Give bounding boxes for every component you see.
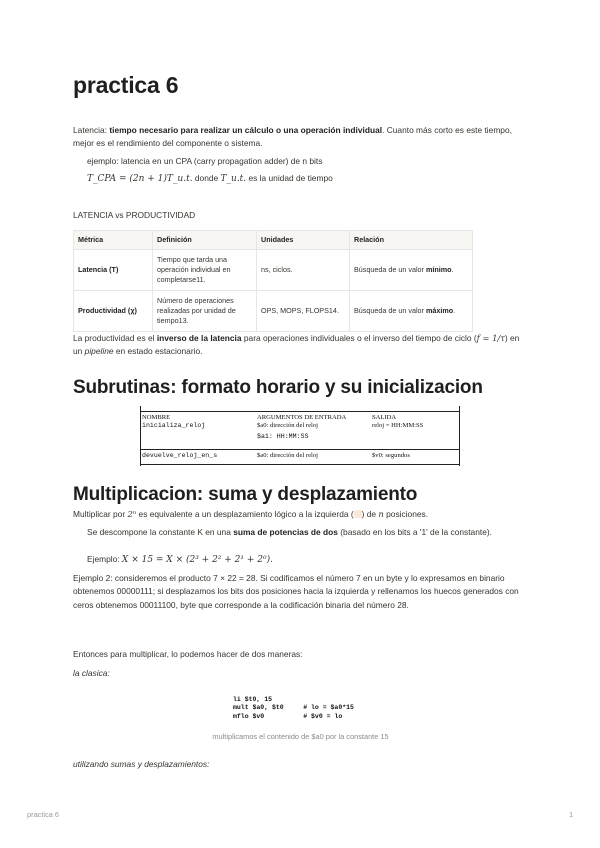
formula-post: es la unidad de tiempo: [246, 173, 333, 183]
definition-cell: Número de operaciones realizadas por unidad de tiempo13.: [153, 291, 257, 332]
relation-bold: máximo: [425, 306, 454, 315]
table-header-row: [74, 231, 473, 250]
routine-arg: $a0: dirección del reloj: [257, 452, 318, 459]
latency-formula: T_CPA = (2n + 1)T_u.t.: [87, 174, 193, 184]
example-formula: X × 15 = X × (2³ + 2² + 2¹ + 2⁰).: [121, 555, 273, 565]
col-args-header: ARGUMENTOS DE ENTRADA: [257, 414, 347, 421]
metrics-table: [73, 230, 473, 332]
relation-text: Búsqueda de un valor: [354, 306, 426, 315]
footer-title: practica 6: [27, 810, 60, 819]
latency-formula-line: [87, 171, 542, 186]
relation-bold: mínimo: [425, 265, 452, 274]
metric-cell: Latencia (T): [74, 250, 153, 291]
section-latency-productivity: LATENCIA vs PRODUCTIVIDAD: [73, 210, 196, 220]
table-border: [459, 406, 460, 466]
table-header: Definición: [153, 231, 257, 250]
decompose-pre: Se descompone la constante K en una: [87, 527, 234, 537]
prod-note-italic: pipeline: [84, 346, 114, 357]
table-row: [74, 250, 473, 291]
mult-pow: 2ⁿ: [127, 509, 137, 519]
units-cell: OPS, MOPS, FLOPS14.: [257, 291, 350, 332]
routine-name: inicializa_reloj: [142, 422, 206, 429]
latency-label: Latencia:: [73, 125, 110, 135]
mult-decompose: [87, 526, 527, 539]
routine-out: $v0: segundos: [372, 452, 410, 459]
relation-end: .: [453, 306, 456, 315]
units-cell: ns, ciclos.: [257, 250, 350, 291]
mult-example: [87, 552, 542, 567]
prod-note-post: en estado estacionario.: [113, 346, 203, 357]
example-label: Ejemplo:: [87, 554, 122, 564]
heading-multiplicacion: Multiplicacion: suma y desplazamiento: [73, 484, 418, 505]
table-border: [140, 406, 141, 466]
mult-two-ways: Entonces para multiplicar, lo podemos hacer de dos maneras:: [73, 649, 303, 659]
mult-intro-mid2: ) de: [361, 509, 379, 519]
prod-note-formula: f = 1/τ: [476, 333, 505, 343]
mult-intro-pre: Multiplicar por: [73, 509, 128, 519]
latency-rest: . Cuanto más corto es este tiempo, mejor es el rendimiento del componente o sistema.: [73, 125, 512, 149]
definition-cell: Tiempo que tarda una operación individual en completarse11.: [153, 250, 257, 291]
table-header: Métrica: [74, 231, 153, 250]
table-header: Unidades: [257, 231, 350, 250]
prod-note-bold: inverso de la latencia: [156, 333, 242, 343]
mult-intro-mid: es equivalente a un desplazamiento lógico a la izquierda (: [136, 509, 354, 519]
routine-arg: $a1: HH:MM:SS: [257, 433, 309, 440]
metric-cell: Productividad (χ): [74, 291, 153, 332]
shift-left-icon: [354, 510, 362, 518]
table-rule: [140, 411, 460, 412]
mult-intro: [73, 508, 528, 521]
col-out-header: SALIDA: [372, 414, 397, 421]
prod-note-mid2: ) en un: [73, 333, 520, 357]
routine-name: devuelve_reloj_en_s: [142, 452, 218, 459]
subrutinas-table-image: [140, 406, 460, 466]
relation-end: .: [451, 265, 454, 274]
mult-n: n: [378, 509, 384, 519]
prod-note-pre: La productividad es el: [73, 333, 157, 343]
latency-paragraph: [73, 124, 528, 151]
col-name-header: NOMBRE: [142, 414, 171, 421]
formula-mid: donde: [192, 173, 221, 183]
latency-example: ejemplo: latencia en un CPA (carry propagation adder) de n bits: [87, 156, 323, 166]
prod-note-mid: para operaciones individuales o el inverso del tiempo de ciclo (: [241, 333, 477, 343]
table-rule: [140, 464, 460, 465]
routine-arg: $a0: dirección del reloj: [257, 422, 318, 429]
mult-shift-label: utilizando sumas y desplazamientos:: [73, 759, 210, 769]
table-header: Relación: [350, 231, 473, 250]
table-rule: [140, 449, 460, 450]
productivity-note: [73, 332, 528, 359]
mult-classic-label: la clasica:: [73, 668, 110, 678]
footer-page-number: 1: [569, 810, 574, 819]
formula-var: T_u.t.: [220, 174, 247, 184]
mult-example-2: Ejemplo 2: consideremos el producto 7 × 22 = 28. Si codificamos el número 7 en un byte y lo expresamos en binario obtenemos 00000111; si desplazamos los bits dos posiciones hacia la izquierda y rellenamos los huecos generados con ceros obtenemos 00011100, byte que corresponde a la codificación binaria del número 28.: [73, 573, 519, 610]
mult-intro-post: posiciones.: [383, 509, 429, 519]
relation-text: Búsqueda de un valor: [354, 265, 426, 274]
code-block: li $t0, 15 mult $a0, $t0 # lo = $a0*15 mflo $v0 # $v0 = lo: [233, 696, 354, 720]
decompose-post: (basado en los bits a '1' de la constante).: [337, 527, 492, 537]
heading-subrutinas: Subrutinas: formato horario y su inicializacion: [73, 377, 483, 398]
table-row: [74, 291, 473, 332]
relation-cell: [350, 250, 473, 291]
routine-out: reloj = HH:MM:SS: [372, 422, 424, 429]
page-title: practica 6: [73, 72, 179, 98]
decompose-bold: suma de potencias de dos: [233, 527, 338, 537]
relation-cell: [350, 291, 473, 332]
code-caption: multiplicamos el contenido de $a0 por la constante 15: [212, 732, 389, 741]
latency-definition: tiempo necesario para realizar un cálculo o una operación individual: [109, 125, 383, 135]
